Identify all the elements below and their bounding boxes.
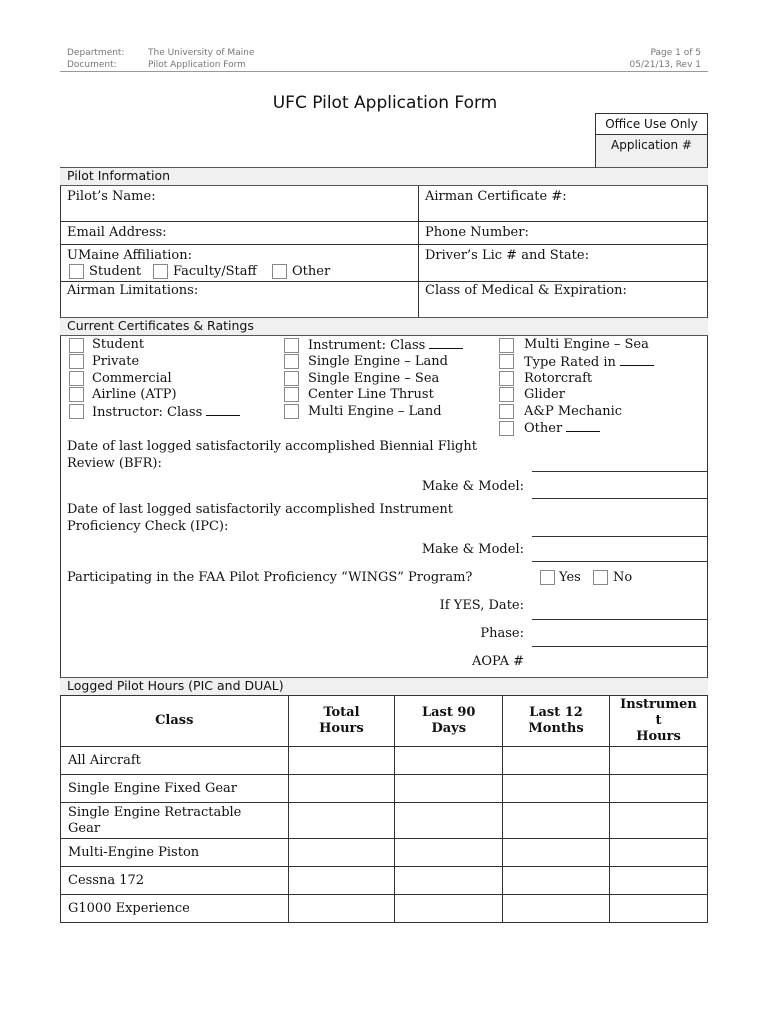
cert-rotorcraft-checkbox[interactable]: [499, 371, 514, 386]
cert-private-checkbox[interactable]: [69, 354, 84, 369]
row-divider: [60, 281, 708, 282]
table-row: [61, 839, 708, 867]
drivers-license-label: Driver’s Lic # and State:: [425, 248, 589, 263]
cell-input[interactable]: [288, 839, 395, 867]
type-rated-blank[interactable]: [620, 354, 654, 366]
table-row: [61, 803, 708, 839]
cell-input[interactable]: [288, 895, 395, 923]
document-value: Pilot Application Form: [148, 60, 246, 70]
bfr-make-model-label: Make & Model:: [421, 479, 524, 494]
table-row: [61, 867, 708, 895]
cert-ap-mechanic-checkbox[interactable]: [499, 404, 514, 419]
cell-input[interactable]: [609, 775, 707, 803]
cell-input[interactable]: [288, 867, 395, 895]
row-divider: [60, 221, 708, 222]
cell-input[interactable]: [503, 775, 610, 803]
cell-input[interactable]: [609, 839, 707, 867]
cell-input[interactable]: [395, 803, 503, 839]
cert-multi-engine-land-checkbox[interactable]: [284, 404, 299, 419]
header-rule: [60, 71, 708, 72]
medical-class-label: Class of Medical & Expiration:: [425, 283, 627, 298]
office-use-heading: Office Use Only: [596, 114, 707, 135]
phase-field[interactable]: [532, 646, 708, 647]
cell-input[interactable]: [609, 895, 707, 923]
cert-commercial-label: Commercial: [92, 371, 172, 386]
row-label-single-engine-fixed: Single Engine Fixed Gear: [61, 775, 289, 803]
cert-center-line-thrust-checkbox[interactable]: [284, 387, 299, 402]
cert-rotorcraft-label: Rotorcraft: [524, 371, 593, 386]
row-label-single-engine-retractable: Single Engine Retractable Gear: [61, 803, 289, 839]
affiliation-other-checkbox[interactable]: [272, 264, 287, 279]
cert-private-label: Private: [92, 354, 140, 369]
phone-label: Phone Number:: [425, 225, 529, 240]
cert-instructor-checkbox[interactable]: [69, 404, 84, 419]
aopa-label: AOPA #: [471, 654, 524, 669]
column-header-class: Class: [61, 696, 289, 747]
cell-input[interactable]: [288, 747, 395, 775]
pilot-name-label: Pilot’s Name:: [67, 189, 156, 204]
department-label: Department:: [67, 48, 125, 58]
column-divider: [418, 186, 419, 317]
bfr-label-line2: Review (BFR):: [67, 456, 162, 471]
wings-question: Participating in the FAA Pilot Proficiency “WINGS” Program?: [67, 570, 473, 585]
ipc-make-model-label: Make & Model:: [421, 542, 524, 557]
cert-glider-checkbox[interactable]: [499, 387, 514, 402]
affiliation-other-label: Other: [292, 264, 331, 279]
cert-commercial-checkbox[interactable]: [69, 371, 84, 386]
wings-no-label: No: [613, 570, 633, 585]
cert-multi-engine-land-label: Multi Engine – Land: [308, 404, 442, 419]
affiliation-faculty-label: Faculty/Staff: [173, 264, 257, 279]
column-header-instrument-hours: Instrumen t Hours: [609, 696, 707, 747]
cert-type-rated-checkbox[interactable]: [499, 354, 514, 369]
cell-input[interactable]: [503, 803, 610, 839]
column-header-last-90-days: Last 90 Days: [395, 696, 503, 747]
cert-student-label: Student: [92, 337, 145, 352]
cert-multi-engine-sea-label: Multi Engine – Sea: [524, 337, 649, 352]
affiliation-student-label: Student: [89, 264, 142, 279]
cert-single-engine-sea-label: Single Engine – Sea: [308, 371, 440, 386]
instrument-class-blank[interactable]: [429, 337, 463, 349]
ipc-make-model-field[interactable]: [532, 561, 708, 562]
cert-single-engine-land-label: Single Engine – Land: [308, 354, 448, 369]
row-divider: [60, 244, 708, 245]
column-header-last-12-months: Last 12 Months: [503, 696, 610, 747]
table-row: [61, 775, 708, 803]
cell-input[interactable]: [395, 895, 503, 923]
wings-yes-label: Yes: [559, 570, 581, 585]
cert-other-row: [524, 420, 600, 437]
bfr-make-model-field[interactable]: [532, 498, 708, 499]
cert-glider-label: Glider: [524, 387, 565, 402]
table-row: [61, 747, 708, 775]
cert-instrument-checkbox[interactable]: [284, 338, 299, 353]
cell-input[interactable]: [395, 867, 503, 895]
section-logged-hours: Logged Pilot Hours (PIC and DUAL): [60, 677, 708, 696]
section-certificates-ratings: Current Certificates & Ratings: [60, 317, 708, 336]
cell-input[interactable]: [609, 803, 707, 839]
cert-ap-mechanic-label: A&P Mechanic: [524, 404, 623, 419]
cell-input[interactable]: [395, 839, 503, 867]
cell-input[interactable]: [609, 747, 707, 775]
airman-limitations-label: Airman Limitations:: [67, 283, 199, 298]
cell-input[interactable]: [503, 839, 610, 867]
row-label-cessna-172: Cessna 172: [61, 867, 289, 895]
office-use-box: [595, 113, 708, 167]
page-number: Page 1 of 5: [650, 48, 701, 58]
email-label: Email Address:: [67, 225, 167, 240]
cert-single-engine-land-checkbox[interactable]: [284, 354, 299, 369]
affiliation-student-checkbox[interactable]: [69, 264, 84, 279]
cell-input[interactable]: [395, 775, 503, 803]
cell-input[interactable]: [503, 867, 610, 895]
cert-other-label: Other: [524, 421, 567, 436]
cert-student-checkbox[interactable]: [69, 338, 84, 353]
ipc-label-line2: Proficiency Check (IPC):: [67, 519, 229, 534]
application-number-field[interactable]: Application #: [596, 135, 707, 167]
affiliation-label: UMaine Affiliation:: [67, 248, 192, 263]
cell-input[interactable]: [503, 747, 610, 775]
bfr-label-line1: Date of last logged satisfactorily accomplished Biennial Flight: [67, 439, 477, 454]
cert-other-checkbox[interactable]: [499, 421, 514, 436]
airman-certificate-label: Airman Certificate #:: [425, 189, 567, 204]
cert-single-engine-sea-checkbox[interactable]: [284, 371, 299, 386]
department-value: The University of Maine: [148, 48, 255, 58]
other-cert-blank[interactable]: [566, 420, 600, 432]
bfr-date-field[interactable]: [532, 471, 708, 472]
wings-date-field[interactable]: [532, 619, 708, 620]
cert-atp-checkbox[interactable]: [69, 387, 84, 402]
row-label-multi-engine-piston: Multi-Engine Piston: [61, 839, 289, 867]
phase-label: Phase:: [480, 626, 524, 641]
wings-no-checkbox[interactable]: [593, 570, 608, 585]
row-label-g1000: G1000 Experience: [61, 895, 289, 923]
cert-instrument-row: [308, 337, 463, 354]
cell-input[interactable]: [609, 867, 707, 895]
ipc-date-field[interactable]: [532, 536, 708, 537]
cert-instrument-label: Instrument: Class: [308, 338, 430, 353]
affiliation-faculty-checkbox[interactable]: [153, 264, 168, 279]
row-label-all-aircraft: All Aircraft: [61, 747, 289, 775]
table-header-row: [61, 696, 708, 747]
cell-input[interactable]: [503, 895, 610, 923]
instructor-class-blank[interactable]: [206, 404, 240, 416]
ipc-label-line1: Date of last logged satisfactorily accomplished Instrument: [67, 502, 453, 517]
wings-yes-checkbox[interactable]: [540, 570, 555, 585]
document-label: Document:: [67, 60, 117, 70]
cert-atp-label: Airline (ATP): [92, 387, 177, 402]
page-title: UFC Pilot Application Form: [272, 93, 498, 113]
cell-input[interactable]: [395, 747, 503, 775]
cert-center-line-thrust-label: Center Line Thrust: [308, 387, 434, 402]
cell-input[interactable]: [288, 803, 395, 839]
cert-type-rated-label: Type Rated in: [524, 355, 621, 370]
cell-input[interactable]: [288, 775, 395, 803]
cert-instructor-row: [92, 404, 240, 421]
cert-multi-engine-sea-checkbox[interactable]: [499, 338, 514, 353]
if-yes-date-label: If YES, Date:: [439, 598, 524, 613]
cert-type-rated-row: [524, 354, 654, 371]
section-pilot-information: Pilot Information: [60, 167, 708, 186]
table-row: [61, 895, 708, 923]
cert-instructor-label: Instructor: Class: [92, 405, 207, 420]
logged-hours-table: [60, 695, 708, 923]
column-header-total-hours: Total Hours: [288, 696, 395, 747]
revision-date: 05/21/13, Rev 1: [629, 60, 701, 70]
